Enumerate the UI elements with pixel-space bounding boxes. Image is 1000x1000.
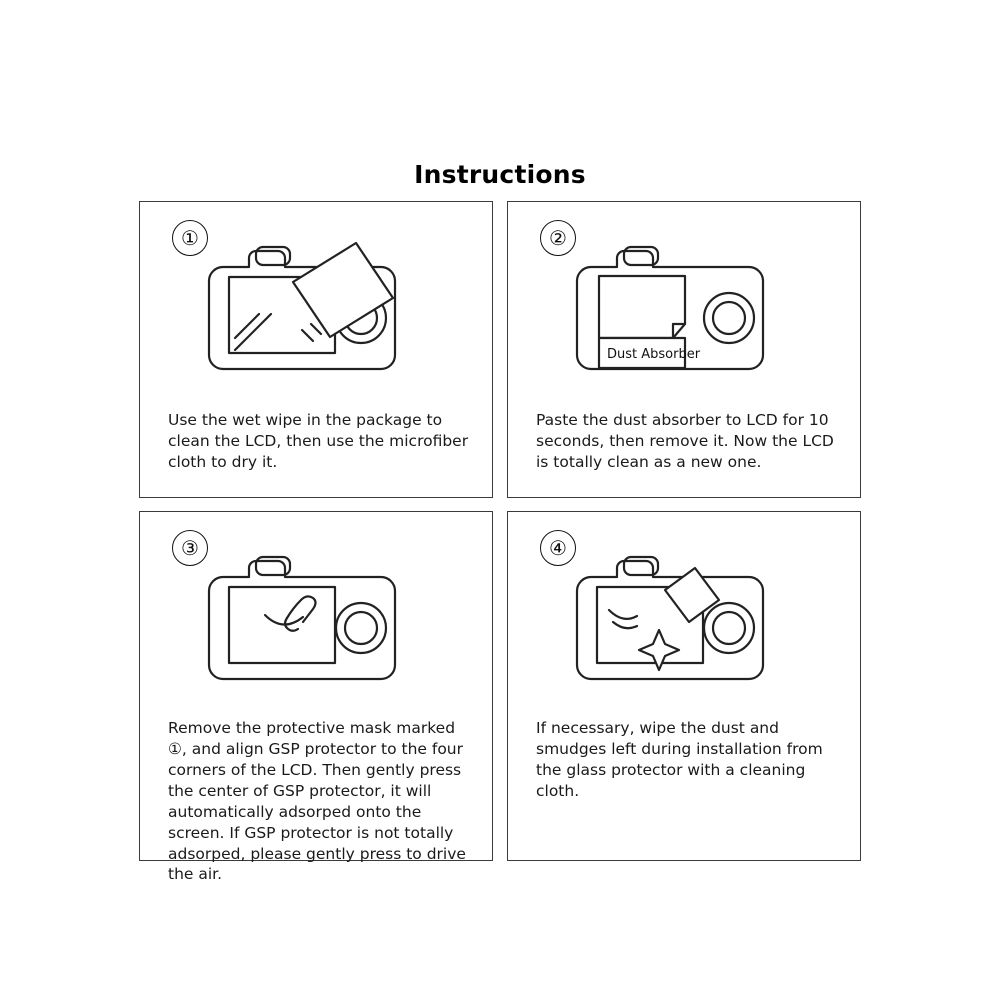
step-caption-1: Use the wet wipe in the package to clean the LCD, then use the microfiber cloth to dry it. [168,411,469,471]
step-number-1: ① [172,220,208,256]
step-caption-4: If necessary, wipe the dust and smudges left during installation from the glass protector with a cleaning cloth. [536,719,823,800]
step-number-3: ③ [172,530,208,566]
step-illustration-3 [140,530,492,720]
step-number-4: ④ [540,530,576,566]
page-title: Instructions [414,160,586,189]
step-number-2: ② [540,220,576,256]
step-panel-2 [507,201,861,498]
step-panel-4 [507,511,861,861]
step-caption-3: Remove the protective mask marked ①, and align GSP protector to the four corners of the LCD. Then gently press the center of GSP protector, it will automatically adsorped onto the screen. If GSP protector is not totally adsorped, please gently press to drive the air. [168,719,466,884]
step-panel-1 [139,201,493,498]
step-illustration-1 [140,220,492,410]
step-caption-2: Paste the dust absorber to LCD for 10 seconds, then remove it. Now the LCD is totally clean as a new one. [536,411,834,471]
steps-grid [139,201,861,884]
step-illustration-4 [508,530,860,720]
dust-absorber-label: Dust Absorber [607,347,701,362]
step-illustration-2 [508,220,860,410]
step-panel-3 [139,511,493,884]
